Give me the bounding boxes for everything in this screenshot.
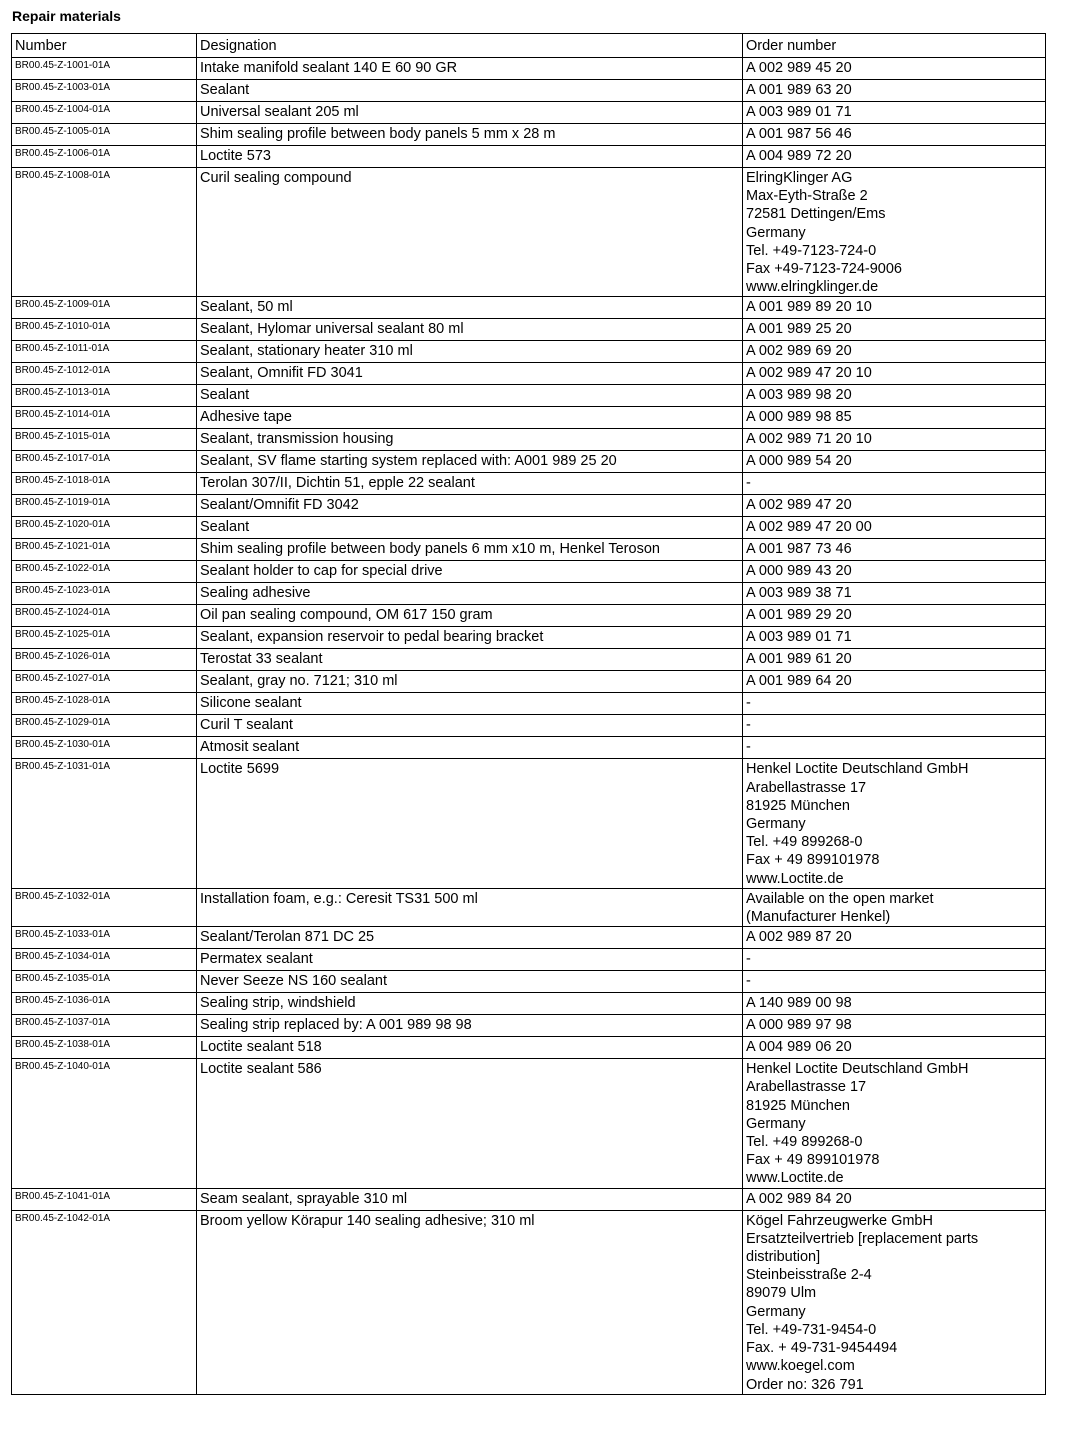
table-row [12,1037,1046,1059]
part-number-cell: BR00.45-Z-1025-01A [12,627,197,649]
order-number-cell: A 003 989 01 71 [743,102,1046,124]
table-body [12,58,1046,1395]
table-row [12,517,1046,539]
designation-cell: Sealant, transmission housing [197,429,743,451]
part-number-cell: BR00.45-Z-1032-01A [12,888,197,926]
order-number-cell: A 001 989 61 20 [743,649,1046,671]
order-number-cell: A 004 989 06 20 [743,1037,1046,1059]
table-row [12,451,1046,473]
table-row [12,759,1046,888]
designation-cell: Loctite 573 [197,146,743,168]
part-number-cell: BR00.45-Z-1018-01A [12,473,197,495]
designation-cell: Never Seeze NS 160 sealant [197,971,743,993]
designation-cell: Sealant, Hylomar universal sealant 80 ml [197,319,743,341]
table-row [12,385,1046,407]
order-number-cell: A 002 989 45 20 [743,58,1046,80]
designation-cell: Universal sealant 205 ml [197,102,743,124]
table-row [12,971,1046,993]
part-number-cell: BR00.45-Z-1033-01A [12,927,197,949]
designation-cell: Atmosit sealant [197,737,743,759]
table-row [12,473,1046,495]
order-number-cell: A 000 989 97 98 [743,1015,1046,1037]
table-row [12,927,1046,949]
part-number-cell: BR00.45-Z-1004-01A [12,102,197,124]
order-number-cell: ElringKlinger AG Max-Eyth-Straße 2 72581 Dettingen/Ems Germany Tel. +49-7123-724-0 Fax +49-7123-724-9006 www.elringklinger.de [743,168,1046,297]
table-row [12,124,1046,146]
designation-cell: Seam sealant, sprayable 310 ml [197,1188,743,1210]
part-number-cell: BR00.45-Z-1034-01A [12,949,197,971]
repair-materials-table [11,33,1046,1395]
designation-cell: Shim sealing profile between body panels 5 mm x 28 m [197,124,743,146]
table-row [12,146,1046,168]
part-number-cell: BR00.45-Z-1038-01A [12,1037,197,1059]
part-number-cell: BR00.45-Z-1028-01A [12,693,197,715]
part-number-cell: BR00.45-Z-1017-01A [12,451,197,473]
order-number-cell: Henkel Loctite Deutschland GmbH Arabellastrasse 17 81925 München Germany Tel. +49 899268-0 Fax + 49 899101978 www.Loctite.de [743,759,1046,888]
designation-cell: Sealant, 50 ml [197,297,743,319]
order-number-cell: A 003 989 01 71 [743,627,1046,649]
part-number-cell: BR00.45-Z-1019-01A [12,495,197,517]
order-number-cell: A 000 989 43 20 [743,561,1046,583]
table-row [12,102,1046,124]
designation-cell: Loctite sealant 586 [197,1059,743,1188]
designation-cell: Sealant [197,80,743,102]
designation-cell: Sealant/Omnifit FD 3042 [197,495,743,517]
order-number-cell: A 002 989 47 20 [743,495,1046,517]
column-header-number: Number [12,34,197,58]
designation-cell: Intake manifold sealant 140 E 60 90 GR [197,58,743,80]
part-number-cell: BR00.45-Z-1006-01A [12,146,197,168]
table-row [12,1059,1046,1188]
table-row [12,319,1046,341]
table-row [12,671,1046,693]
order-number-cell: A 002 989 84 20 [743,1188,1046,1210]
order-number-cell: A 003 989 38 71 [743,583,1046,605]
designation-cell: Sealing strip replaced by: A 001 989 98 98 [197,1015,743,1037]
part-number-cell: BR00.45-Z-1015-01A [12,429,197,451]
table-row [12,1188,1046,1210]
order-number-cell: A 000 989 98 85 [743,407,1046,429]
table-row [12,297,1046,319]
order-number-cell: A 001 987 56 46 [743,124,1046,146]
designation-cell: Loctite sealant 518 [197,1037,743,1059]
order-number-cell: A 002 989 47 20 10 [743,363,1046,385]
designation-cell: Sealant, expansion reservoir to pedal bearing bracket [197,627,743,649]
part-number-cell: BR00.45-Z-1035-01A [12,971,197,993]
table-row [12,649,1046,671]
part-number-cell: BR00.45-Z-1030-01A [12,737,197,759]
designation-cell: Loctite 5699 [197,759,743,888]
order-number-cell: A 140 989 00 98 [743,993,1046,1015]
order-number-cell: A 001 989 29 20 [743,605,1046,627]
part-number-cell: BR00.45-Z-1012-01A [12,363,197,385]
table-row [12,888,1046,926]
table-row [12,949,1046,971]
part-number-cell: BR00.45-Z-1036-01A [12,993,197,1015]
part-number-cell: BR00.45-Z-1014-01A [12,407,197,429]
table-row [12,363,1046,385]
designation-cell: Terolan 307/II, Dichtin 51, epple 22 sealant [197,473,743,495]
order-number-cell: Available on the open market (Manufacturer Henkel) [743,888,1046,926]
part-number-cell: BR00.45-Z-1023-01A [12,583,197,605]
column-header-designation: Designation [197,34,743,58]
table-row [12,627,1046,649]
table-row [12,341,1046,363]
designation-cell: Terostat 33 sealant [197,649,743,671]
table-row [12,737,1046,759]
column-header-order-number: Order number [743,34,1046,58]
table-row [12,80,1046,102]
designation-cell: Adhesive tape [197,407,743,429]
order-number-cell: A 001 987 73 46 [743,539,1046,561]
part-number-cell: BR00.45-Z-1005-01A [12,124,197,146]
designation-cell: Sealing strip, windshield [197,993,743,1015]
table-row [12,495,1046,517]
order-number-cell: A 003 989 98 20 [743,385,1046,407]
designation-cell: Sealant, SV flame starting system replaced with: A001 989 25 20 [197,451,743,473]
table-header-row [12,34,1046,58]
order-number-cell: A 001 989 25 20 [743,319,1046,341]
designation-cell: Installation foam, e.g.: Ceresit TS31 500 ml [197,888,743,926]
order-number-cell: A 001 989 64 20 [743,671,1046,693]
table-row [12,1210,1046,1394]
designation-cell: Permatex sealant [197,949,743,971]
part-number-cell: BR00.45-Z-1020-01A [12,517,197,539]
table-row [12,168,1046,297]
part-number-cell: BR00.45-Z-1010-01A [12,319,197,341]
part-number-cell: BR00.45-Z-1041-01A [12,1188,197,1210]
order-number-cell: - [743,737,1046,759]
order-number-cell: A 001 989 89 20 10 [743,297,1046,319]
part-number-cell: BR00.45-Z-1013-01A [12,385,197,407]
order-number-cell: A 002 989 69 20 [743,341,1046,363]
order-number-cell: - [743,473,1046,495]
table-row [12,583,1046,605]
part-number-cell: BR00.45-Z-1026-01A [12,649,197,671]
order-number-cell: Henkel Loctite Deutschland GmbH Arabellastrasse 17 81925 München Germany Tel. +49 899268-0 Fax + 49 899101978 www.Loctite.de [743,1059,1046,1188]
order-number-cell: A 001 989 63 20 [743,80,1046,102]
order-number-cell: A 004 989 72 20 [743,146,1046,168]
table-row [12,605,1046,627]
part-number-cell: BR00.45-Z-1003-01A [12,80,197,102]
part-number-cell: BR00.45-Z-1008-01A [12,168,197,297]
part-number-cell: BR00.45-Z-1001-01A [12,58,197,80]
part-number-cell: BR00.45-Z-1027-01A [12,671,197,693]
page-title: Repair materials [12,8,121,24]
part-number-cell: BR00.45-Z-1011-01A [12,341,197,363]
designation-cell: Curil sealing compound [197,168,743,297]
designation-cell: Sealant [197,517,743,539]
part-number-cell: BR00.45-Z-1037-01A [12,1015,197,1037]
designation-cell: Oil pan sealing compound, OM 617 150 gram [197,605,743,627]
order-number-cell: A 002 989 71 20 10 [743,429,1046,451]
part-number-cell: BR00.45-Z-1040-01A [12,1059,197,1188]
part-number-cell: BR00.45-Z-1029-01A [12,715,197,737]
table-row [12,58,1046,80]
part-number-cell: BR00.45-Z-1024-01A [12,605,197,627]
part-number-cell: BR00.45-Z-1042-01A [12,1210,197,1394]
part-number-cell: BR00.45-Z-1022-01A [12,561,197,583]
order-number-cell: - [743,971,1046,993]
designation-cell: Broom yellow Körapur 140 sealing adhesive; 310 ml [197,1210,743,1394]
order-number-cell: A 000 989 54 20 [743,451,1046,473]
part-number-cell: BR00.45-Z-1031-01A [12,759,197,888]
order-number-cell: A 002 989 87 20 [743,927,1046,949]
designation-cell: Silicone sealant [197,693,743,715]
part-number-cell: BR00.45-Z-1009-01A [12,297,197,319]
order-number-cell: - [743,715,1046,737]
designation-cell: Sealant, gray no. 7121; 310 ml [197,671,743,693]
designation-cell: Shim sealing profile between body panels 6 mm x10 m, Henkel Teroson [197,539,743,561]
table-row [12,407,1046,429]
table-row [12,1015,1046,1037]
designation-cell: Sealant, Omnifit FD 3041 [197,363,743,385]
order-number-cell: - [743,949,1046,971]
designation-cell: Sealing adhesive [197,583,743,605]
order-number-cell: - [743,693,1046,715]
table-row [12,539,1046,561]
designation-cell: Sealant, stationary heater 310 ml [197,341,743,363]
order-number-cell: A 002 989 47 20 00 [743,517,1046,539]
order-number-cell: Kögel Fahrzeugwerke GmbH Ersatzteilvertrieb [replacement parts distribution] Steinbeisstraße 2-4 89079 Ulm Germany Tel. +49-731-9454-0 Fax. + 49-731-9454494 www.koegel.com Order no: 326 791 [743,1210,1046,1394]
table-row [12,429,1046,451]
table-row [12,693,1046,715]
table-row [12,561,1046,583]
designation-cell: Sealant holder to cap for special drive [197,561,743,583]
designation-cell: Curil T sealant [197,715,743,737]
part-number-cell: BR00.45-Z-1021-01A [12,539,197,561]
table-row [12,715,1046,737]
designation-cell: Sealant [197,385,743,407]
table-row [12,993,1046,1015]
designation-cell: Sealant/Terolan 871 DC 25 [197,927,743,949]
